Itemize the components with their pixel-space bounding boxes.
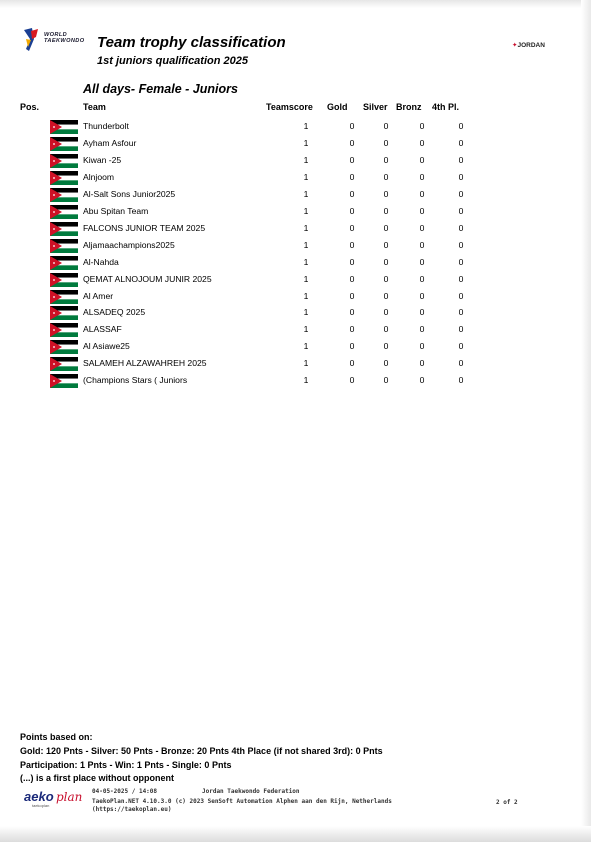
world-taekwondo-logo-text [44,32,84,45]
team-name: Al-Nahda [83,256,119,267]
jordan-flag-icon [50,374,78,388]
gold-value: 0 [349,341,355,352]
fourth-value: 0 [458,324,464,335]
taekoplan-logo [24,789,86,811]
federation-name: Jordan Taekwondo Federation [202,788,300,795]
table-row [0,119,591,136]
page-number: 2 of 2 [496,799,518,806]
table-row [0,187,591,204]
gold-value: 0 [349,290,355,301]
teamscore-value: 1 [303,324,309,335]
silver-value: 0 [383,341,389,352]
fourth-value: 0 [458,256,464,267]
logo-text-line-1: WORLD [44,32,68,38]
bronz-value: 0 [419,341,425,352]
world-taekwondo-mark-icon [22,27,40,53]
print-date: 04-05-2025 / 14:08 [92,788,158,795]
first-place-note: (...) is a first place without opponent [20,773,175,783]
team-name: Aljamaachampions2025 [83,239,175,250]
jordan-flag-icon [50,120,78,134]
table-row [0,322,591,339]
column-header-fourth: 4th Pl. [432,102,460,112]
silver-value: 0 [383,239,389,250]
teamscore-value: 1 [303,256,309,267]
jordan-flag-icon [50,290,78,304]
fourth-value: 0 [458,239,464,250]
jordan-flag-icon [50,306,78,320]
fourth-value: 0 [458,307,464,318]
table-row [0,153,591,170]
teamscore-value: 1 [303,154,309,165]
software-version: TaekoPlan.NET 4.10.3.0 (c) 2023 SenSoft Automation Alphen aan den Rijn, Netherlands [92,798,392,805]
gold-value: 0 [349,256,355,267]
bronz-value: 0 [419,188,425,199]
bronz-value: 0 [419,121,425,131]
gold-value: 0 [349,171,355,182]
teamscore-value: 1 [303,205,309,216]
team-name: SALAMEH ALZAWAHREH 2025 [83,358,207,369]
gold-value: 0 [349,307,355,318]
federation-logo-mark-icon: ✦ [512,42,518,49]
points-rules: Gold: 120 Pnts - Silver: 50 Pnts - Bronze: 20 Pnts 4th Place (if not shared 3rd): 0 Pnts [20,746,383,756]
federation-logo [512,41,545,49]
page-top-edge [0,0,591,8]
team-name: ALSADEQ 2025 [83,307,146,318]
team-name: Al-Salt Sons Junior2025 [83,188,176,199]
fourth-value: 0 [458,137,464,148]
teamscore-value: 1 [303,341,309,352]
team-name: (Champions Stars ( Juniors [83,375,188,386]
gold-value: 0 [349,154,355,165]
participation-rules: Participation: 1 Pnts - Win: 1 Pnts - Single: 0 Pnts [20,760,232,770]
bronz-value: 0 [419,171,425,182]
page-title: Team trophy classification [97,34,286,51]
table-row [0,305,591,322]
teamscore-value: 1 [303,137,309,148]
table-row [0,356,591,373]
jordan-flag-icon [50,154,78,168]
gold-value: 0 [349,137,355,148]
bronz-value: 0 [419,273,425,284]
taekoplan-logo-caption: taekoplan [32,803,50,808]
silver-value: 0 [383,375,389,386]
table-row [0,339,591,356]
fourth-value: 0 [458,341,464,352]
gold-value: 0 [349,188,355,199]
silver-value: 0 [383,205,389,216]
fourth-value: 0 [458,375,464,386]
table-row [0,289,591,306]
silver-value: 0 [383,256,389,267]
federation-logo-text: JORDAN [517,42,545,49]
taekoplan-logo-part-1: aeko [24,789,54,804]
table-row [0,170,591,187]
fourth-value: 0 [458,154,464,165]
teamscore-value: 1 [303,307,309,318]
jordan-flag-icon [50,171,78,185]
jordan-flag-icon [50,256,78,270]
silver-value: 0 [383,222,389,233]
silver-value: 0 [383,290,389,301]
team-name: Ayham Asfour [83,137,137,148]
taekoplan-logo-part-2: plan [56,790,83,804]
silver-value: 0 [383,307,389,318]
team-name: ALASSAF [83,324,122,335]
fourth-value: 0 [458,188,464,199]
teamscore-value: 1 [303,171,309,182]
team-name: FALCONS JUNIOR TEAM 2025 [83,222,206,233]
column-header-pos: Pos. [20,102,40,112]
team-name: QEMAT ALNOJOUM JUNIR 2025 [83,273,212,284]
table-row [0,255,591,272]
teamscore-value: 1 [303,222,309,233]
category-heading: All days- Female - Juniors [83,82,238,96]
bronz-value: 0 [419,137,425,148]
team-name: Al Amer [83,290,114,301]
teamscore-value: 1 [303,121,309,131]
column-header-teamscore: Teamscore [266,102,313,112]
silver-value: 0 [383,358,389,369]
page-bottom-edge [0,826,591,842]
bronz-value: 0 [419,154,425,165]
gold-value: 0 [349,324,355,335]
jordan-flag-icon [50,323,78,337]
silver-value: 0 [383,324,389,335]
table-row [0,204,591,221]
jordan-flag-icon [50,137,78,151]
points-label: Points based on: [20,732,93,742]
bronz-value: 0 [419,205,425,216]
fourth-value: 0 [458,290,464,301]
silver-value: 0 [383,137,389,148]
bronz-value: 0 [419,375,425,386]
fourth-value: 0 [458,121,464,131]
jordan-flag-icon [50,222,78,236]
table-row [0,272,591,289]
team-name: Alnjoom [83,171,115,182]
world-taekwondo-logo [22,27,92,57]
jordan-flag-icon [50,340,78,354]
column-header-silver: Silver [363,102,388,112]
gold-value: 0 [349,375,355,386]
teamscore-value: 1 [303,273,309,284]
gold-value: 0 [349,222,355,233]
column-header-gold: Gold [327,102,348,112]
fourth-value: 0 [458,358,464,369]
table-row [0,136,591,153]
page-subtitle: 1st juniors qualification 2025 [97,55,248,67]
bronz-value: 0 [419,358,425,369]
bronz-value: 0 [419,290,425,301]
jordan-flag-icon [50,239,78,253]
table-row [0,373,591,390]
silver-value: 0 [383,121,389,131]
software-url: (https://taekoplan.eu) [92,806,172,813]
team-name: Al Asiawe25 [83,341,130,352]
bronz-value: 0 [419,239,425,250]
fourth-value: 0 [458,205,464,216]
table-row [0,221,591,238]
teamscore-value: 1 [303,290,309,301]
gold-value: 0 [349,205,355,216]
team-name: Thunderbolt [83,121,129,131]
teamscore-value: 1 [303,358,309,369]
bronz-value: 0 [419,307,425,318]
logo-text-line-2: TAEKWONDO [44,38,85,45]
column-header-team: Team [83,102,106,112]
jordan-flag-icon [50,188,78,202]
gold-value: 0 [349,239,355,250]
silver-value: 0 [383,171,389,182]
silver-value: 0 [383,154,389,165]
bronz-value: 0 [419,222,425,233]
jordan-flag-icon [50,357,78,371]
teamscore-value: 1 [303,188,309,199]
fourth-value: 0 [458,171,464,182]
fourth-value: 0 [458,222,464,233]
teamscore-value: 1 [303,239,309,250]
gold-value: 0 [349,358,355,369]
bronz-value: 0 [419,256,425,267]
silver-value: 0 [383,188,389,199]
bronz-value: 0 [419,324,425,335]
gold-value: 0 [349,273,355,284]
jordan-flag-icon [50,205,78,219]
silver-value: 0 [383,273,389,284]
jordan-flag-icon [50,273,78,287]
gold-value: 0 [349,121,355,131]
table-row [0,238,591,255]
fourth-value: 0 [458,273,464,284]
column-header-bronz: Bronz [396,102,422,112]
teamscore-value: 1 [303,375,309,386]
team-name: Kiwan -25 [83,154,122,165]
team-name: Abu Spitan Team [83,205,149,216]
